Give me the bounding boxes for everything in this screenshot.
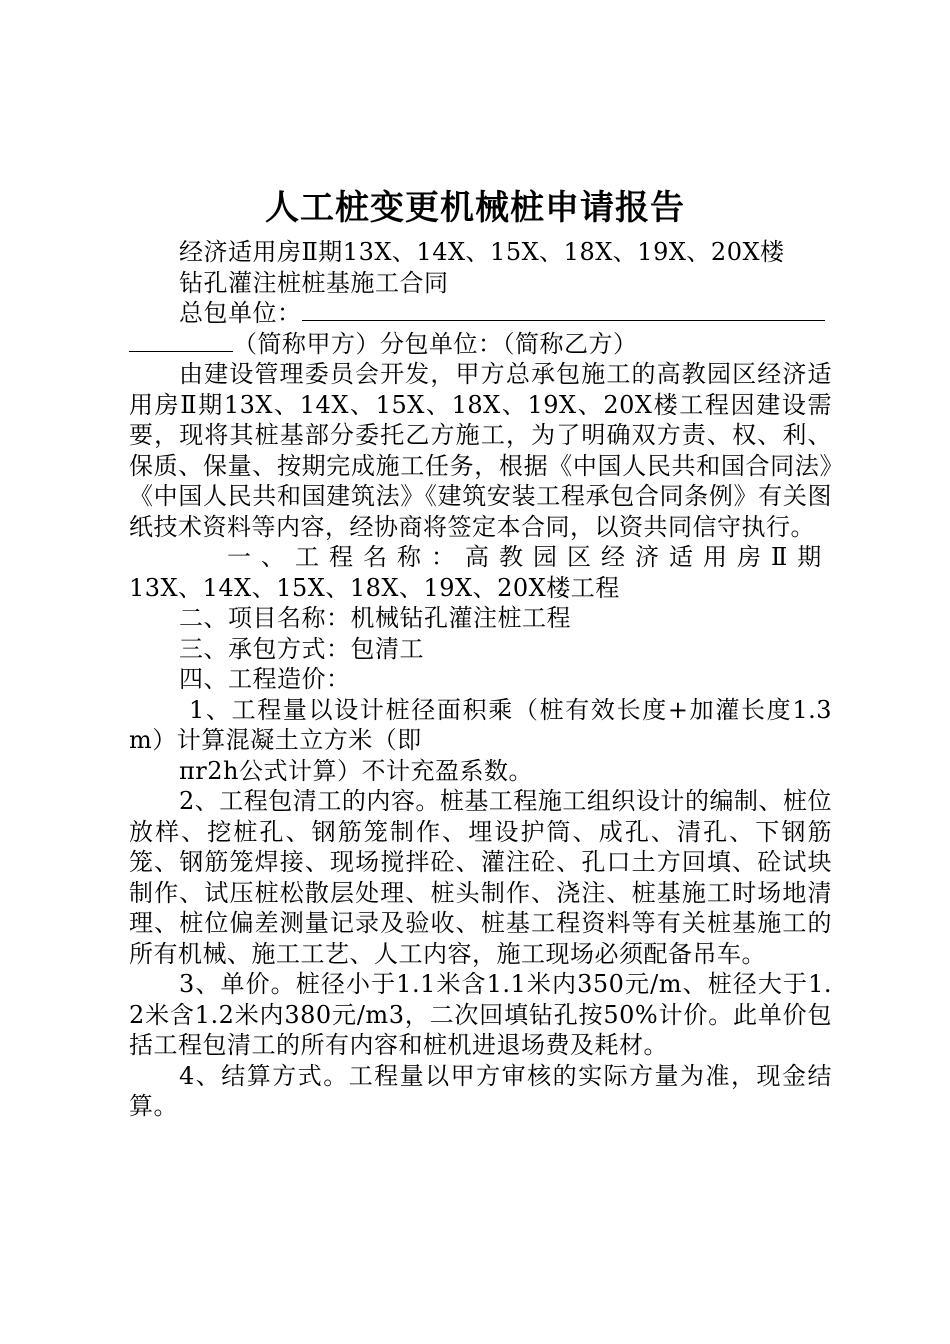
header-line-2: 钻孔灌注桩桩基施工合同 [179,268,449,297]
item2: 二、项目名称：机械钻孔灌注桩工程 [179,604,571,632]
clause3: 3、单价。桩径小于1.1米含1.1米内350元/m、桩径大于1.2米含1.2米内380元/m3，二次回填钻孔按50%计价。此单价包括工程包清工的所有内容和桩机进退场费及耗材。 [129,970,832,1059]
item4: 四、工程造价： [179,665,351,693]
contractor-line [129,298,832,329]
party-text: （简称甲方）分包单位：（简称乙方） [233,329,638,358]
contractor-label: 总包单位： [179,299,302,327]
header-line-1: 经济适用房Ⅱ期13X、14X、15X、18X、19X、20X楼 [179,238,785,266]
item3: 三、承包方式：包清工 [179,634,424,663]
contractor-blank [302,298,825,321]
clause1-part1: 1、工程量以设计桩径面积乘（桩有效长度+加灌长度1.3m）计算混凝土立方米（即 [129,695,832,754]
item1-line-2: 13X、14X、15X、18X、19X、20X楼工程 [129,573,620,602]
intro-paragraph: 由建设管理委员会开发，甲方总承包施工的高教园区经济适用房Ⅱ期13X、14X、15X、18X、19X、20X楼工程因建设需要，现将其桩基部分委托乙方施工，为了明确双方责、权、利、保质、保量、按期完成施工任务，根据《中国人民共和国合同法》《中国人民共和国建筑法》《建筑安装工程承包合同条例》有关图纸技术资料等内容，经协商将签定本合同，以资共同信守执行。 [129,360,832,541]
clause1-part2: πr2h公式计算）不计充盈系数。 [179,756,533,785]
party-blank [129,329,233,352]
clause4: 4、结算方式。工程量以甲方审核的实际方量为准，现金结算。 [129,1061,832,1120]
document-body [129,237,832,1122]
document-title: 人工桩变更机械桩申请报告 [265,188,685,228]
clause2: 2、工程包清工的内容。桩基工程施工组织设计的编制、桩位放样、挖桩孔、钢筋笼制作、埋设护筒、成孔、清孔、下钢筋笼、钢筋笼焊接、现场搅拌砼、灌注砼、孔口土方回填、砼试块制作、试压桩松散层处理、桩头制作、浇注、桩基施工时场地清理、桩位偏差测量记录及验收、桩基工程资料等有关桩基施工的所有机械、施工工艺、人工内容，施工现场必须配备吊车。 [129,787,832,968]
party-line [129,329,832,360]
item1-line-1: 一、工程名称：高教园区经济适用房Ⅱ期 [227,543,832,571]
